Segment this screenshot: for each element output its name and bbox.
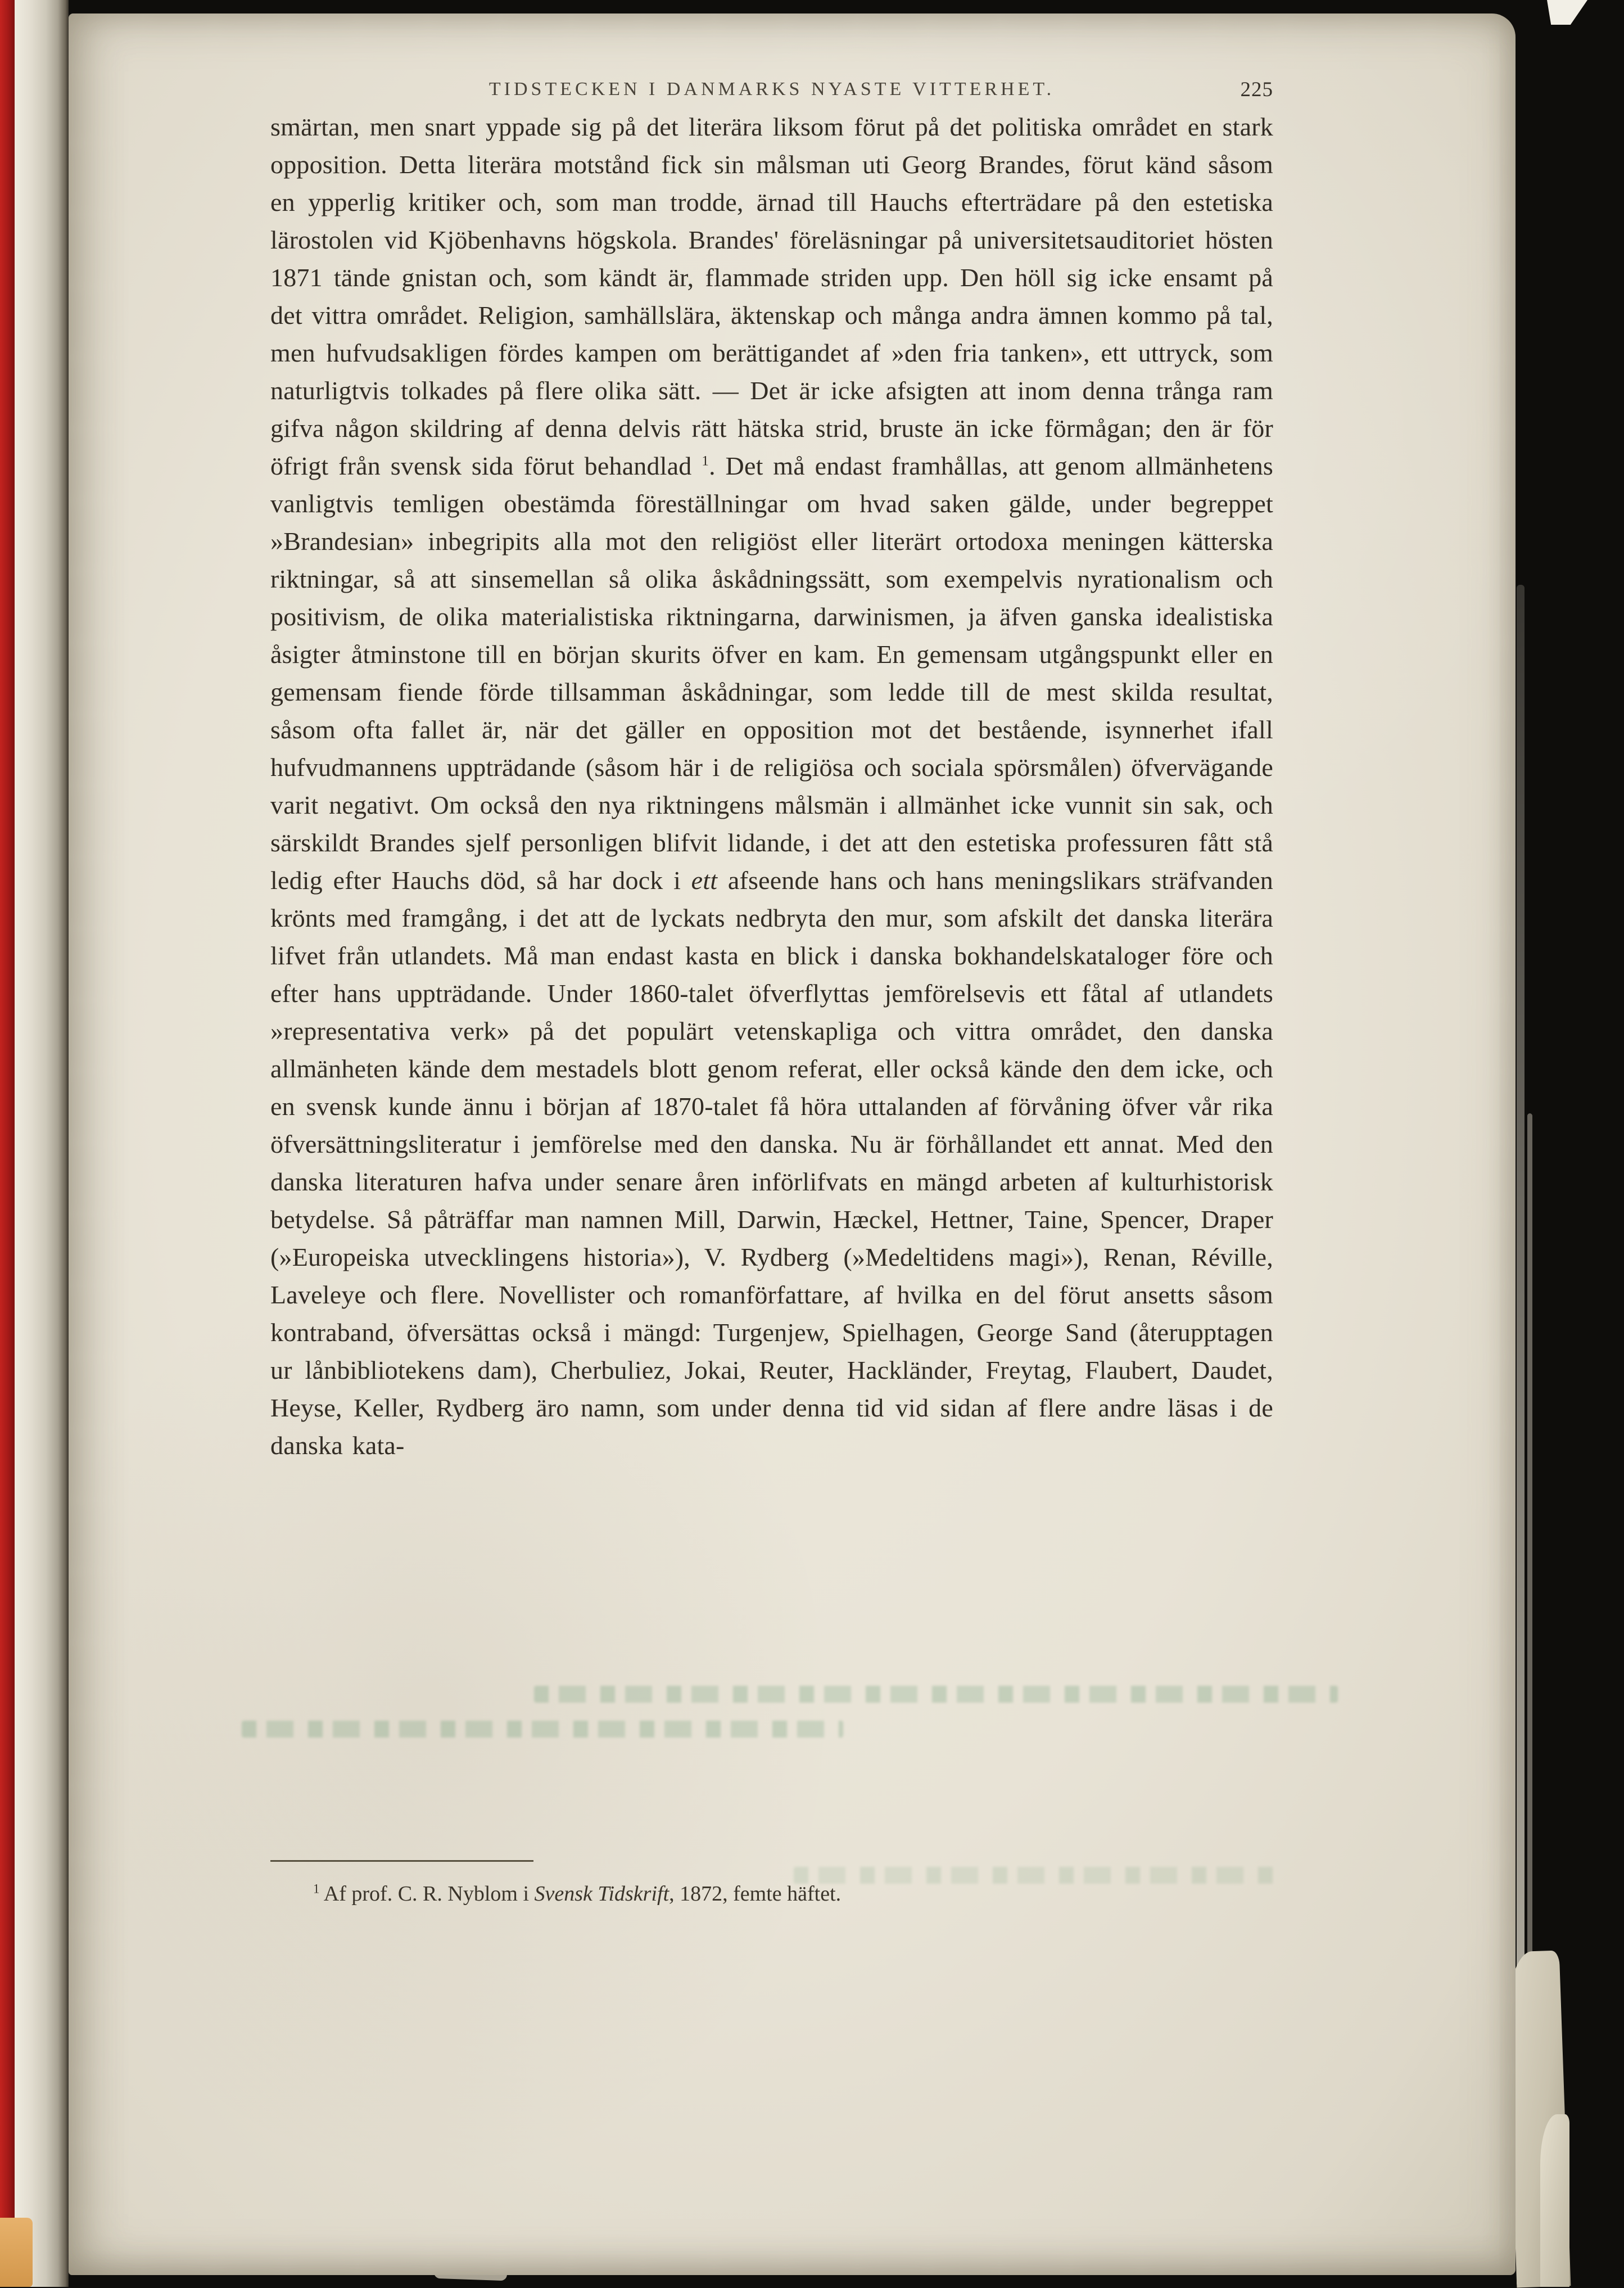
footnote: $^1$ Af prof. C. R. Nyblom i Svensk Tidskrift, 1872, femte häftet. bbox=[313, 1881, 842, 1906]
page-corner-sliver bbox=[1547, 0, 1587, 25]
page-number: 225 bbox=[1240, 78, 1273, 101]
book-page bbox=[69, 13, 1516, 2275]
bookmark-tab bbox=[0, 2218, 33, 2287]
ink-showthrough bbox=[534, 1686, 1338, 1703]
page-header bbox=[270, 79, 1273, 106]
ink-showthrough bbox=[794, 1867, 1277, 1884]
book-cover-edge bbox=[0, 0, 15, 2287]
binding-gutter bbox=[15, 0, 69, 2287]
page-edge-curl bbox=[1540, 2114, 1569, 2287]
footnote-separator bbox=[270, 1860, 533, 1862]
running-title: TIDSTECKEN I DANMARKS NYASTE VITTERHET. bbox=[488, 79, 1055, 100]
ink-showthrough bbox=[242, 1721, 843, 1738]
body-paragraph: smärtan, men snart yppade sig på det literära liksom förut på det politiska området en stark opposition. Detta literära motstånd fick sin målsman uti Georg Brandes, förut känd såsom en ypperlig kritiker och, som man trodde, ärnad till Hauchs efterträdare på den estetiska lärostolen vid Kjöbenhavns högskola. Brandes' föreläsningar på universitetsauditoriet hösten 1871 tände gnistan och, som kändt är, flammade striden upp. Den höll sig icke ensamt på det vittra området. Religion, samhällslära, äktenskap och många andra ämnen kommo på tal, men hufvudsakligen fördes kampen om berättigandet af »den fria tanken», ett uttryck, som naturligtvis tolkades på flere olika sätt. — Det är icke afsigten att inom denna trånga ram gifva någon skildring af denna delvis rätt hätska strid, bruste än icke förmågan; den är för öfrigt från svensk sida förut behandlad $^1$. Det må endast framhållas, att genom allmänhetens vanligtvis temligen obestämda föreställningar om hvad saken gälde, under begreppet »Brandesian» inbegripits alla mot den religiöst eller literärt ortodoxa meningen kätterska riktningar, så att sinsemellan så olika åskådningssätt, som exempelvis nyrationalism och positivism, de olika materialistiska riktningarna, darwinismen, ja äfven ganska idealistiska åsigter åtminstone till en början skurits öfver en kam. En gemensam utgångspunkt eller en gemensam fiende förde tillsamman åskådningar, som ledde till de mest skilda resultat, såsom ofta fallet är, när det gäller en opposition mot det bestående, isynnerhet ifall hufvudmannens uppträdande (såsom här i de religiösa och sociala spörsmålen) öfvervägande varit negativt. Om också den nya riktningens målsmän i allmänhet icke vunnit sin sak, och särskildt Brandes sjelf personligen blifvit lidande, i det att den estetiska professuren fått stå ledig efter Hauchs död, så har dock i ett afseende hans och hans meningslikars sträfvanden krönts med framgång, i det att de lyckats nedbryta den mur, som afskilt det danska literära lifvet från utlandets. Må man endast kasta en blick i danska bokhandelskataloger före och efter hans uppträdande. Under 1860-talet öfverflyttas jemförelsevis ett fåtal af utlandets »representativa verk» på det populärt vetenskapliga och vittra området, den danska allmänheten kände dem mestadels blott genom referat, eller också kände den dem icke, och en svensk kunde ännu i början af 1870-talet få höra uttalanden af förvåning öfver vår rika öfversättningsliteratur i jemförelse med den danska. Nu är förhållandet ett annat. Med den danska literaturen hafva under senare åren införlifvats en mängd arbeten af kulturhistorisk betydelse. Så påträffar man namnen Mill, Darwin, Hæckel, Hettner, Taine, Spencer, Draper (»Europeiska utvecklingens historia»), V. Rydberg (»Medeltidens magi»), Renan, Réville, Laveleye och flere. Novellister och romanförfattare, af hvilka en del förut ansetts såsom kontraband, öfversättas också i mängd: Turgenjew, Spielhagen, George Sand (återupptagen ur lånbibliotekens dam), Cherbuliez, Jokai, Reuter, Hackländer, Freytag, Flaubert, Daudet, Heyse, Keller, Rydberg äro namn, som under denna tid vid sidan af flere andre läsas i de danska kata- bbox=[270, 112, 1273, 1460]
